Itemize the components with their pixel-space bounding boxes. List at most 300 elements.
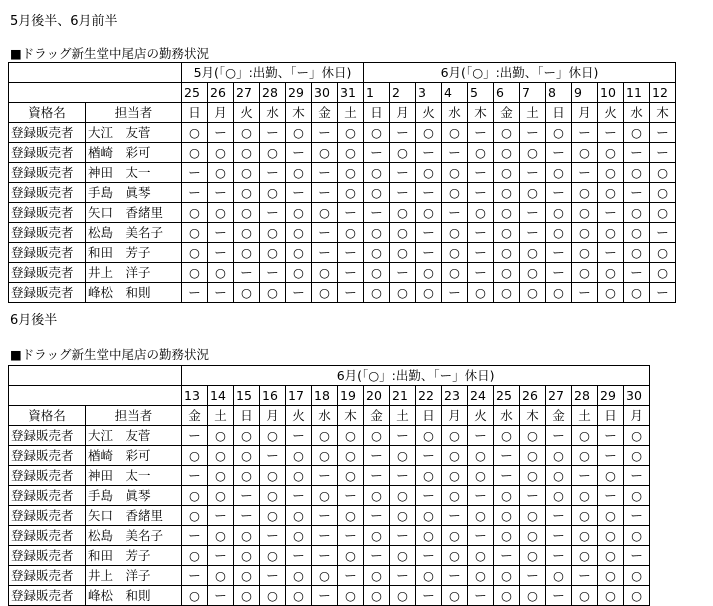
attendance-mark-cell: ー [546, 183, 572, 203]
attendance-mark-cell: ー [650, 143, 676, 163]
attendance-mark-cell: ○ [494, 203, 520, 223]
attendance-mark-cell: ○ [520, 143, 546, 163]
attendance-mark-cell: ○ [598, 546, 624, 566]
attendance-mark-cell: ー [520, 566, 546, 586]
attendance-mark-cell: ー [468, 586, 494, 606]
attendance-mark-cell: ー [260, 123, 286, 143]
month-header: 6月(「○」:出勤、「ー」休日) [364, 63, 676, 83]
attendance-mark-cell: ○ [338, 466, 364, 486]
attendance-mark-cell: ○ [208, 526, 234, 546]
date-cell: 28 [260, 83, 286, 103]
attendance-mark-cell: ー [650, 283, 676, 303]
attendance-mark-cell: ○ [234, 283, 260, 303]
attendance-mark-cell: ー [598, 203, 624, 223]
attendance-mark-cell: ○ [208, 426, 234, 446]
staff-row [9, 183, 676, 203]
qualification-cell: 登録販売者 [9, 446, 86, 466]
attendance-mark-cell: ○ [234, 203, 260, 223]
weekday-cell: 金 [546, 406, 572, 426]
attendance-mark-cell: ○ [312, 143, 338, 163]
attendance-mark-cell: ー [520, 223, 546, 243]
date-cell: 15 [234, 386, 260, 406]
attendance-mark-cell: ○ [364, 263, 390, 283]
attendance-mark-cell: ○ [234, 446, 260, 466]
qualification-cell: 登録販売者 [9, 223, 86, 243]
person-name-cell: 井上 洋子 [86, 566, 182, 586]
attendance-mark-cell: ー [234, 506, 260, 526]
attendance-mark-cell: ー [260, 163, 286, 183]
attendance-mark-cell: ー [624, 263, 650, 283]
date-cell: 31 [338, 83, 364, 103]
attendance-mark-cell: ○ [234, 183, 260, 203]
attendance-mark-cell: ○ [572, 143, 598, 163]
header-blank-cell [9, 83, 182, 103]
attendance-mark-cell: ○ [468, 446, 494, 466]
weekday-cell: 火 [416, 103, 442, 123]
attendance-mark-cell: ー [442, 283, 468, 303]
attendance-mark-cell: ○ [286, 203, 312, 223]
attendance-mark-cell: ー [546, 546, 572, 566]
staff-row [9, 546, 650, 566]
attendance-mark-cell: ○ [442, 526, 468, 546]
column-label-person: 担当者 [86, 406, 182, 426]
date-row [9, 386, 650, 406]
attendance-mark-cell: ○ [624, 586, 650, 606]
attendance-mark-cell: ー [390, 163, 416, 183]
attendance-mark-cell: ○ [286, 263, 312, 283]
weekday-cell: 月 [260, 406, 286, 426]
attendance-mark-cell: ○ [364, 183, 390, 203]
person-name-cell: 松島 美名子 [86, 223, 182, 243]
attendance-mark-cell: ー [208, 546, 234, 566]
attendance-mark-cell: ○ [234, 143, 260, 163]
attendance-mark-cell: ー [312, 506, 338, 526]
attendance-mark-cell: ー [208, 283, 234, 303]
attendance-mark-cell: ー [546, 586, 572, 606]
qualification-cell: 登録販売者 [9, 566, 86, 586]
attendance-mark-cell: ー [182, 566, 208, 586]
attendance-mark-cell: ○ [442, 546, 468, 566]
date-cell: 24 [468, 386, 494, 406]
weekday-row [9, 406, 650, 426]
attendance-mark-cell: ○ [364, 123, 390, 143]
attendance-mark-cell: ○ [260, 143, 286, 163]
attendance-mark-cell: ー [416, 546, 442, 566]
attendance-mark-cell: ○ [260, 586, 286, 606]
attendance-mark-cell: ○ [208, 486, 234, 506]
attendance-mark-cell: ー [260, 263, 286, 283]
date-cell: 19 [338, 386, 364, 406]
attendance-mark-cell: ○ [286, 466, 312, 486]
attendance-mark-cell: ー [182, 526, 208, 546]
attendance-mark-cell: ○ [468, 203, 494, 223]
attendance-mark-cell: ー [546, 426, 572, 446]
attendance-mark-cell: ー [312, 586, 338, 606]
staff-row [9, 283, 676, 303]
attendance-mark-cell: ○ [494, 526, 520, 546]
qualification-cell: 登録販売者 [9, 123, 86, 143]
attendance-mark-cell: ○ [572, 203, 598, 223]
attendance-mark-cell: ○ [312, 566, 338, 586]
attendance-mark-cell: ○ [234, 466, 260, 486]
attendance-mark-cell: ○ [182, 263, 208, 283]
weekday-cell: 水 [624, 103, 650, 123]
qualification-cell: 登録販売者 [9, 283, 86, 303]
person-name-cell: 和田 芳子 [86, 546, 182, 566]
qualification-cell: 登録販売者 [9, 183, 86, 203]
attendance-mark-cell: ○ [468, 283, 494, 303]
attendance-mark-cell: ○ [364, 566, 390, 586]
attendance-mark-cell: ○ [442, 183, 468, 203]
attendance-mark-cell: ○ [260, 486, 286, 506]
attendance-mark-cell: ○ [442, 426, 468, 446]
attendance-mark-cell: ○ [286, 223, 312, 243]
attendance-mark-cell: ○ [520, 506, 546, 526]
attendance-mark-cell: ○ [598, 163, 624, 183]
attendance-mark-cell: ○ [208, 143, 234, 163]
attendance-mark-cell: ○ [442, 163, 468, 183]
attendance-mark-cell: ○ [598, 586, 624, 606]
attendance-mark-cell: ○ [546, 163, 572, 183]
attendance-mark-cell: ○ [494, 426, 520, 446]
weekday-cell: 月 [442, 406, 468, 426]
date-cell: 29 [598, 386, 624, 406]
month-header-row [9, 366, 650, 386]
column-label-qualification: 資格名 [9, 406, 86, 426]
attendance-mark-cell: ー [546, 506, 572, 526]
month-header: 6月(「○」:出勤、「ー」休日) [182, 366, 650, 386]
attendance-mark-cell: ○ [520, 526, 546, 546]
date-cell: 2 [390, 83, 416, 103]
month-header: 5月(「○」:出勤、「ー」休日) [182, 63, 364, 83]
weekday-cell: 日 [234, 406, 260, 426]
date-cell: 11 [624, 83, 650, 103]
attendance-mark-cell: ○ [572, 506, 598, 526]
attendance-mark-cell: ○ [364, 486, 390, 506]
attendance-mark-cell: ○ [572, 486, 598, 506]
attendance-mark-cell: ○ [494, 163, 520, 183]
attendance-mark-cell: ○ [312, 486, 338, 506]
attendance-mark-cell: ○ [546, 446, 572, 466]
attendance-mark-cell: ○ [286, 243, 312, 263]
attendance-mark-cell: ○ [390, 506, 416, 526]
qualification-cell: 登録販売者 [9, 263, 86, 283]
attendance-mark-cell: ー [338, 243, 364, 263]
staff-row [9, 263, 676, 283]
header-blank-cell [9, 386, 182, 406]
date-cell: 6 [494, 83, 520, 103]
attendance-mark-cell: ○ [442, 243, 468, 263]
attendance-mark-cell: ー [468, 123, 494, 143]
attendance-mark-cell: ○ [338, 163, 364, 183]
date-cell: 27 [546, 386, 572, 406]
staff-row [9, 526, 650, 546]
attendance-mark-cell: ○ [312, 283, 338, 303]
attendance-mark-cell: ー [338, 486, 364, 506]
month-header-row [9, 63, 676, 83]
attendance-mark-cell: ー [390, 183, 416, 203]
attendance-mark-cell: ○ [650, 183, 676, 203]
attendance-mark-cell: ー [572, 466, 598, 486]
person-name-cell: 手島 眞琴 [86, 183, 182, 203]
attendance-mark-cell: ○ [520, 283, 546, 303]
column-label-person: 担当者 [86, 103, 182, 123]
qualification-cell: 登録販売者 [9, 486, 86, 506]
attendance-mark-cell: ー [338, 203, 364, 223]
attendance-mark-cell: ○ [520, 183, 546, 203]
attendance-mark-cell: ー [650, 123, 676, 143]
attendance-mark-cell: ○ [182, 446, 208, 466]
person-name-cell: 楢崎 彩可 [86, 446, 182, 466]
attendance-mark-cell: ー [260, 566, 286, 586]
qualification-cell: 登録販売者 [9, 586, 86, 606]
person-name-cell: 大江 友菅 [86, 123, 182, 143]
attendance-mark-cell: ー [208, 506, 234, 526]
date-cell: 8 [546, 83, 572, 103]
attendance-mark-cell: ー [416, 243, 442, 263]
attendance-mark-cell: ○ [494, 243, 520, 263]
person-name-cell: 大江 友菅 [86, 426, 182, 446]
person-name-cell: 楢崎 彩可 [86, 143, 182, 163]
weekday-cell: 日 [416, 406, 442, 426]
attendance-mark-cell: ○ [182, 243, 208, 263]
staff-row [9, 163, 676, 183]
attendance-mark-cell: ○ [624, 566, 650, 586]
attendance-mark-cell: ー [312, 163, 338, 183]
attendance-mark-cell: ー [338, 526, 364, 546]
attendance-mark-cell: ○ [234, 426, 260, 446]
attendance-mark-cell: ○ [624, 486, 650, 506]
staff-row [9, 446, 650, 466]
attendance-mark-cell: ○ [390, 243, 416, 263]
date-cell: 29 [286, 83, 312, 103]
attendance-mark-cell: ー [416, 143, 442, 163]
attendance-mark-cell: ○ [546, 566, 572, 586]
attendance-mark-cell: ○ [338, 183, 364, 203]
date-cell: 3 [416, 83, 442, 103]
attendance-mark-cell: ー [572, 283, 598, 303]
schedule-table-late-june [8, 365, 650, 606]
attendance-mark-cell: ○ [208, 446, 234, 466]
attendance-mark-cell: ○ [598, 283, 624, 303]
attendance-mark-cell: ー [364, 546, 390, 566]
attendance-mark-cell: ○ [598, 526, 624, 546]
attendance-mark-cell: ○ [364, 426, 390, 446]
attendance-mark-cell: ー [520, 486, 546, 506]
attendance-mark-cell: ー [520, 163, 546, 183]
attendance-mark-cell: ○ [416, 506, 442, 526]
attendance-mark-cell: ー [520, 203, 546, 223]
attendance-mark-cell: ○ [494, 283, 520, 303]
attendance-mark-cell: ○ [286, 526, 312, 546]
qualification-cell: 登録販売者 [9, 526, 86, 546]
weekday-cell: 月 [624, 406, 650, 426]
attendance-mark-cell: ー [468, 223, 494, 243]
attendance-mark-cell: ○ [598, 183, 624, 203]
attendance-mark-cell: ○ [208, 163, 234, 183]
attendance-mark-cell: ー [260, 526, 286, 546]
attendance-mark-cell: ー [338, 283, 364, 303]
date-cell: 12 [650, 83, 676, 103]
staff-row [9, 426, 650, 446]
weekday-cell: 土 [338, 103, 364, 123]
attendance-mark-cell: ○ [598, 466, 624, 486]
attendance-mark-cell: ○ [390, 223, 416, 243]
attendance-mark-cell: ○ [650, 163, 676, 183]
attendance-mark-cell: ○ [208, 203, 234, 223]
attendance-mark-cell: ー [598, 426, 624, 446]
weekday-cell: 月 [208, 103, 234, 123]
attendance-mark-cell: ー [416, 486, 442, 506]
attendance-mark-cell: ○ [182, 486, 208, 506]
attendance-mark-cell: ー [468, 183, 494, 203]
person-name-cell: 和田 芳子 [86, 243, 182, 263]
attendance-mark-cell: ー [520, 123, 546, 143]
attendance-mark-cell: ○ [416, 283, 442, 303]
attendance-mark-cell: ○ [260, 426, 286, 446]
attendance-mark-cell: ○ [598, 566, 624, 586]
attendance-mark-cell: ○ [442, 223, 468, 243]
attendance-mark-cell: ○ [494, 143, 520, 163]
attendance-mark-cell: ○ [468, 546, 494, 566]
attendance-mark-cell: ー [260, 203, 286, 223]
attendance-mark-cell: ○ [494, 506, 520, 526]
date-cell: 18 [312, 386, 338, 406]
attendance-mark-cell: ー [208, 243, 234, 263]
attendance-mark-cell: ー [390, 466, 416, 486]
attendance-mark-cell: ○ [442, 446, 468, 466]
date-cell: 23 [442, 386, 468, 406]
staff-row [9, 466, 650, 486]
attendance-mark-cell: ○ [390, 586, 416, 606]
attendance-mark-cell: ー [286, 183, 312, 203]
attendance-mark-cell: ー [572, 123, 598, 143]
attendance-mark-cell: ○ [572, 526, 598, 546]
attendance-mark-cell: ○ [572, 586, 598, 606]
attendance-mark-cell: ○ [598, 506, 624, 526]
attendance-mark-cell: ー [208, 123, 234, 143]
attendance-mark-cell: ○ [442, 123, 468, 143]
attendance-mark-cell: ○ [234, 243, 260, 263]
attendance-mark-cell: ○ [494, 263, 520, 283]
attendance-mark-cell: ー [468, 263, 494, 283]
attendance-mark-cell: ー [312, 546, 338, 566]
attendance-mark-cell: ○ [598, 263, 624, 283]
attendance-mark-cell: ○ [364, 526, 390, 546]
attendance-mark-cell: ー [364, 203, 390, 223]
attendance-mark-cell: ○ [546, 223, 572, 243]
attendance-mark-cell: ○ [624, 123, 650, 143]
weekday-cell: 日 [598, 406, 624, 426]
attendance-mark-cell: ○ [338, 586, 364, 606]
date-cell: 7 [520, 83, 546, 103]
attendance-mark-cell: ○ [260, 223, 286, 243]
attendance-mark-cell: ○ [234, 123, 260, 143]
person-name-cell: 峰松 和則 [86, 283, 182, 303]
attendance-mark-cell: ー [208, 223, 234, 243]
attendance-mark-cell: ○ [416, 526, 442, 546]
attendance-mark-cell: ○ [546, 283, 572, 303]
date-cell: 4 [442, 83, 468, 103]
attendance-mark-cell: ○ [572, 243, 598, 263]
attendance-mark-cell: ○ [494, 123, 520, 143]
attendance-mark-cell: ○ [208, 566, 234, 586]
staff-row [9, 243, 676, 263]
attendance-mark-cell: ー [286, 143, 312, 163]
weekday-cell: 土 [390, 406, 416, 426]
attendance-mark-cell: ○ [520, 263, 546, 283]
qualification-cell: 登録販売者 [9, 203, 86, 223]
attendance-mark-cell: ー [442, 566, 468, 586]
date-cell: 9 [572, 83, 598, 103]
attendance-mark-cell: ー [598, 123, 624, 143]
date-cell: 22 [416, 386, 442, 406]
attendance-mark-cell: ○ [338, 506, 364, 526]
attendance-mark-cell: ○ [494, 223, 520, 243]
attendance-mark-cell: ○ [234, 223, 260, 243]
attendance-mark-cell: ○ [416, 163, 442, 183]
attendance-mark-cell: ○ [338, 143, 364, 163]
attendance-mark-cell: ○ [624, 283, 650, 303]
attendance-mark-cell: ○ [286, 163, 312, 183]
attendance-mark-cell: ○ [182, 203, 208, 223]
attendance-mark-cell: ○ [572, 263, 598, 283]
attendance-mark-cell: ー [338, 566, 364, 586]
weekday-cell: 金 [182, 406, 208, 426]
attendance-mark-cell: ○ [416, 426, 442, 446]
attendance-mark-cell: ○ [546, 203, 572, 223]
attendance-mark-cell: ○ [494, 486, 520, 506]
attendance-mark-cell: ○ [390, 283, 416, 303]
attendance-mark-cell: ー [624, 143, 650, 163]
header-blank-cell [9, 366, 182, 386]
date-cell: 13 [182, 386, 208, 406]
attendance-mark-cell: ○ [572, 446, 598, 466]
attendance-mark-cell: ○ [468, 506, 494, 526]
attendance-mark-cell: ○ [364, 586, 390, 606]
attendance-mark-cell: ー [234, 486, 260, 506]
staff-row [9, 223, 676, 243]
attendance-mark-cell: ー [598, 446, 624, 466]
attendance-mark-cell: ○ [390, 446, 416, 466]
attendance-mark-cell: ○ [572, 223, 598, 243]
weekday-cell: 木 [468, 103, 494, 123]
attendance-mark-cell: ○ [494, 586, 520, 606]
attendance-mark-cell: ○ [312, 446, 338, 466]
attendance-mark-cell: ー [208, 586, 234, 606]
weekday-cell: 水 [312, 406, 338, 426]
person-name-cell: 矢口 香緒里 [86, 203, 182, 223]
attendance-mark-cell: ー [624, 506, 650, 526]
attendance-mark-cell: ー [182, 163, 208, 183]
attendance-mark-cell: ー [494, 466, 520, 486]
attendance-mark-cell: ○ [390, 143, 416, 163]
attendance-mark-cell: ー [624, 466, 650, 486]
weekday-cell: 木 [520, 406, 546, 426]
date-cell: 10 [598, 83, 624, 103]
attendance-mark-cell: ○ [364, 163, 390, 183]
attendance-mark-cell: ○ [182, 143, 208, 163]
attendance-mark-cell: ー [468, 163, 494, 183]
attendance-mark-cell: ー [182, 466, 208, 486]
attendance-mark-cell: ー [442, 203, 468, 223]
attendance-mark-cell: ー [598, 486, 624, 506]
attendance-mark-cell: ○ [520, 446, 546, 466]
section1-caption: ■ドラッグ新生堂中尾店の勤務状況 [10, 46, 210, 61]
attendance-mark-cell: ○ [260, 466, 286, 486]
weekday-cell: 木 [286, 103, 312, 123]
attendance-mark-cell: ○ [416, 466, 442, 486]
